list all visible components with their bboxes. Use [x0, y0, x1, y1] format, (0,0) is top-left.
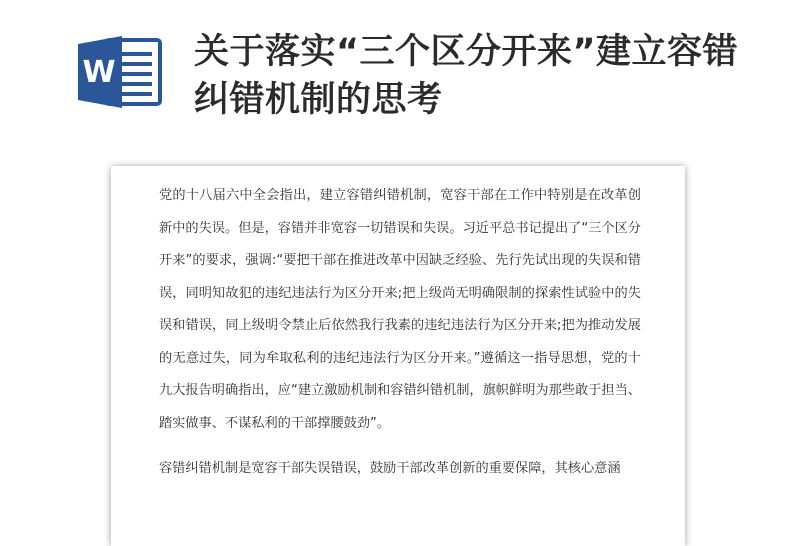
page-title: 关于落实“三个区分开来”建立容错纠错机制的思考 [194, 32, 739, 120]
document-page [111, 166, 685, 546]
document-header [0, 0, 800, 150]
document-body [159, 180, 641, 486]
word-icon [76, 34, 164, 110]
document-preview [111, 166, 685, 546]
word-icon-letter: W [82, 55, 116, 90]
paragraph-2: 容错纠错机制是宽容干部失误错误，鼓励干部改革创新的重要保障，其核心意涵 [159, 461, 621, 476]
paragraph-1: 党的十八届六中全会指出，建立容错纠错机制，宽容干部在工作中特别是在改革创新中的失误。但是，容错并非宽容一切错误和失误。习近平总书记提出了“三个区分开来”的要求，强调:“要把干部在推进改革中因缺乏经验、先行先试出现的失误和错误，同明知故犯的违纪违法行为区分开来;把上级尚无明确限制的探索性试验中的失误和错误，同上级明令禁止后依然我行我素的违纪违法行为区分开来;把为推动发展的无意过失，同为牟取私利的违纪违法行为区分开来。”遵循这一指导思想，党的十九大报告明确指出，应“建立激励机制和容错纠错机制，旗帜鲜明为那些敢于担当、踏实做事、不谋私利的干部撑腰鼓劲”。 [159, 188, 641, 431]
